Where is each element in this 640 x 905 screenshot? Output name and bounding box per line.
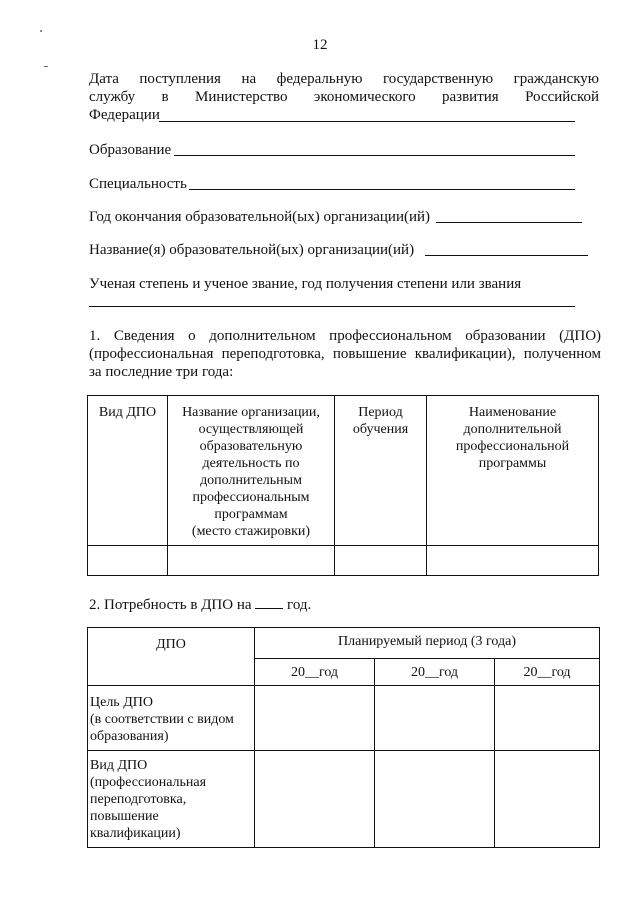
- cell-empty[interactable]: [375, 686, 495, 751]
- specialty-field[interactable]: [189, 189, 575, 190]
- cell-empty[interactable]: [427, 546, 599, 576]
- year-3-header: 20__год: [495, 659, 600, 686]
- cell-empty[interactable]: [495, 751, 600, 848]
- col-program-name: Наименование дополнительной профессиональной программы: [427, 396, 599, 546]
- table-header-row: [88, 396, 599, 546]
- date-entry-field[interactable]: [159, 121, 575, 122]
- cell-empty[interactable]: [168, 546, 335, 576]
- table-row: [88, 546, 599, 576]
- table-header-row: [88, 628, 600, 659]
- cell-empty[interactable]: [495, 686, 600, 751]
- scan-speck: [40, 30, 42, 32]
- col-planned-period: Планируемый период (3 года): [255, 628, 600, 659]
- section1-heading-line1: 1. Сведения о дополнительном профессиональном образовании (ДПО): [89, 328, 602, 344]
- col-organization: Название организации, осуществляющей образовательную деятельность по дополнительным профессиональным программам (место стажировки): [168, 396, 335, 546]
- section1-heading-line2: (профессиональная переподготовка, повышение квалификации), полученном: [89, 346, 602, 362]
- date-entry-line1: Дата поступления на федеральную государственную гражданскую: [89, 71, 599, 87]
- section2-year-field[interactable]: [255, 596, 283, 609]
- education-field[interactable]: [174, 155, 575, 156]
- degree-field[interactable]: [89, 306, 575, 307]
- degree-label: Ученая степень и ученое звание, год получения степени или звания: [89, 276, 522, 292]
- year-1-header: 20__год: [255, 659, 375, 686]
- table-row: [88, 751, 600, 848]
- col-dpo-type: Вид ДПО: [88, 396, 168, 546]
- page-number: 12: [312, 37, 328, 53]
- row-dpo-goal: Цель ДПО (в соответствии с видом образования): [88, 686, 255, 751]
- dpo-needs-table: [87, 627, 600, 848]
- cell-empty[interactable]: [255, 751, 375, 848]
- date-entry-line3: Федерации: [89, 107, 160, 123]
- section1-heading-line3: за последние три года:: [89, 364, 234, 380]
- graduation-year-field[interactable]: [436, 222, 582, 223]
- org-name-field[interactable]: [425, 255, 588, 256]
- date-entry-line2: службу в Министерство экономического развития Российской: [89, 89, 600, 105]
- cell-empty[interactable]: [255, 686, 375, 751]
- table-row: [88, 686, 600, 751]
- cell-empty[interactable]: [88, 546, 168, 576]
- graduation-year-label: Год окончания образовательной(ых) организации(ий): [89, 209, 431, 225]
- dpo-history-table: [87, 395, 599, 576]
- specialty-label: Специальность: [89, 176, 187, 192]
- row-dpo-kind: Вид ДПО (профессиональная переподготовка, повышение квалификации): [88, 751, 255, 848]
- education-label: Образование: [89, 142, 172, 158]
- col-period: Период обучения: [335, 396, 427, 546]
- scan-speck: [44, 66, 48, 67]
- org-name-label: Название(я) образовательной(ых) организации(ий): [89, 242, 415, 258]
- cell-empty[interactable]: [335, 546, 427, 576]
- col-dpo: ДПО: [88, 628, 255, 686]
- section2-heading: 2. Потребность в ДПО на год.: [89, 597, 312, 613]
- year-2-header: 20__год: [375, 659, 495, 686]
- cell-empty[interactable]: [375, 751, 495, 848]
